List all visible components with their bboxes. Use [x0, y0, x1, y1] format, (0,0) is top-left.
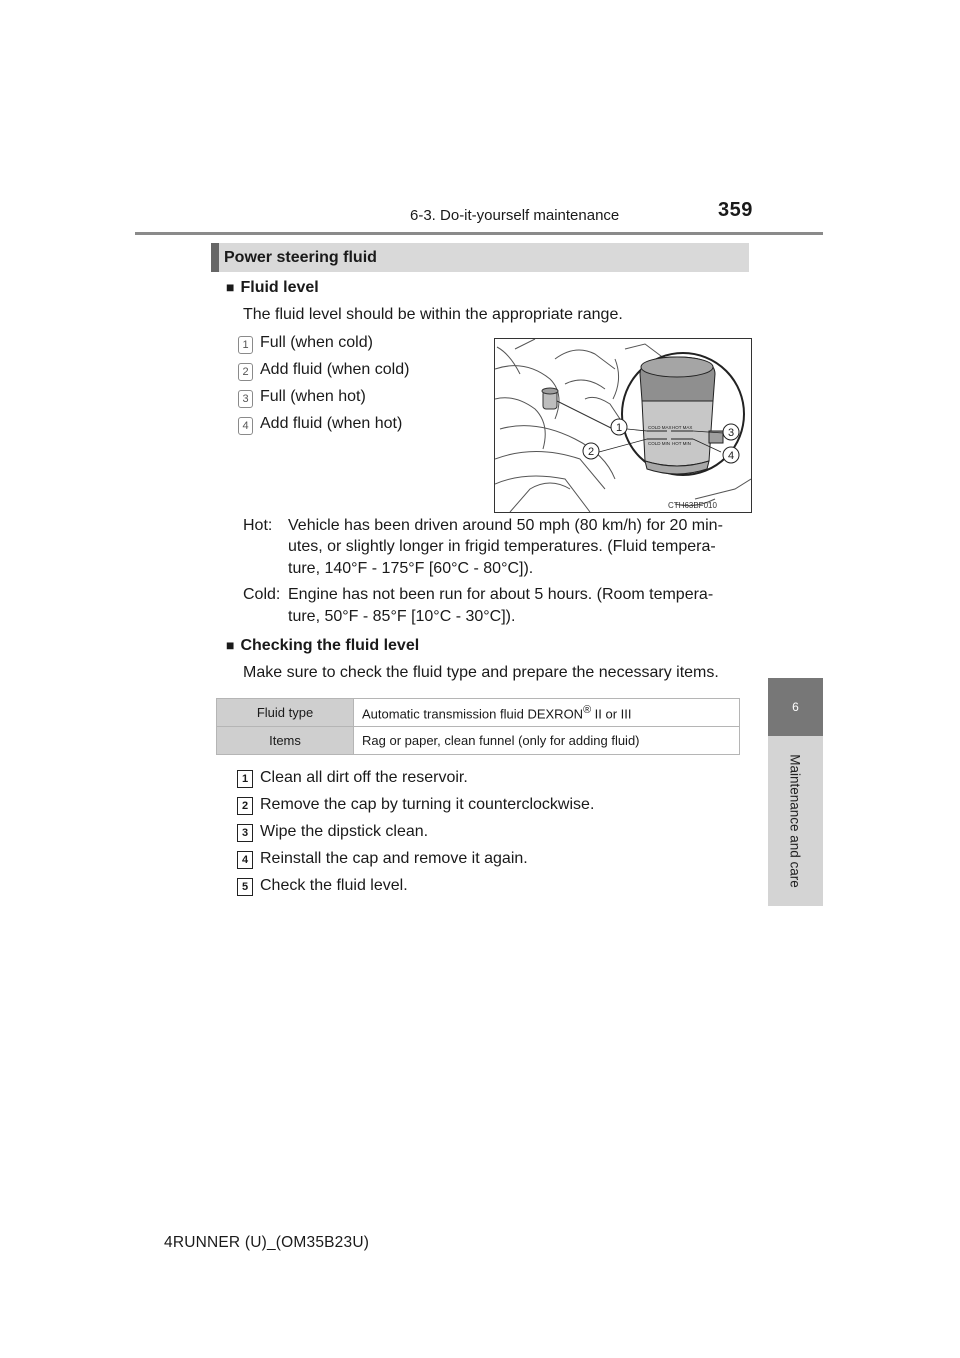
checking-heading-row	[226, 637, 419, 655]
table-label-items: Items	[217, 727, 354, 755]
table-value-items: Rag or paper, clean funnel (only for adding fluid)	[354, 727, 740, 755]
side-tab-number: 6	[792, 700, 799, 714]
svg-text:COLD MIN: COLD MIN	[648, 441, 671, 446]
hot-line-2: utes, or slightly longer in frigid temperatures. (Fluid tempera-	[288, 538, 716, 555]
fluid-level-intro: The fluid level should be within the appropriate range.	[243, 306, 623, 323]
hot-line-1: Vehicle has been driven around 50 mph (80 km/h) for 20 min-	[288, 517, 723, 534]
item-label-add-hot: Add fluid (when hot)	[260, 415, 403, 432]
cold-term: Cold:	[243, 586, 281, 603]
square-bullet-icon: ■	[226, 279, 235, 295]
checking-intro: Make sure to check the fluid type and prepare the necessary items.	[243, 664, 719, 681]
callout-3: 3	[727, 427, 735, 439]
header-section-title: 6-3. Do-it-yourself maintenance	[410, 207, 620, 224]
svg-text:COLD MAX: COLD MAX	[648, 425, 672, 430]
fluid-level-heading: Fluid level	[240, 279, 319, 296]
step-text-5: Check the fluid level.	[260, 877, 408, 894]
item-number-2: 2	[238, 363, 253, 381]
step-text-4: Reinstall the cap and remove it again.	[260, 850, 528, 867]
cold-line-2: ture, 50°F - 85°F [10°C - 30°C]).	[288, 608, 516, 625]
step-number-5: 5	[237, 878, 253, 896]
step-number-3: 3	[237, 824, 253, 842]
side-tab-label: Maintenance and care	[787, 754, 803, 888]
table-row	[217, 727, 740, 755]
hot-term: Hot:	[243, 517, 273, 534]
callout-1: 1	[615, 422, 623, 434]
checking-heading: Checking the fluid level	[240, 637, 420, 654]
step-number-2: 2	[237, 797, 253, 815]
cold-line-1: Engine has not been run for about 5 hours. (Room tempera-	[288, 586, 714, 603]
step-number-4: 4	[237, 851, 253, 869]
footer-model-code: 4RUNNER (U)_(OM35B23U)	[164, 1234, 370, 1251]
step-number-1: 1	[237, 770, 253, 788]
table-label-fluid-type: Fluid type	[217, 699, 354, 727]
hot-line-3: ture, 140°F - 175°F [60°C - 80°C]).	[288, 560, 534, 577]
fluid-level-heading-row	[226, 279, 319, 297]
item-label-full-hot: Full (when hot)	[260, 388, 366, 405]
item-label-full-cold: Full (when cold)	[260, 334, 373, 351]
reservoir-drawing	[495, 339, 751, 512]
header-rule	[135, 232, 823, 235]
callout-2: 2	[587, 446, 595, 458]
step-text-1: Clean all dirt off the reservoir.	[260, 769, 468, 786]
table-value-fluid-type: Automatic transmission fluid DEXRON® II or III	[354, 699, 740, 727]
item-label-add-cold: Add fluid (when cold)	[260, 361, 410, 378]
step-text-3: Wipe the dipstick clean.	[260, 823, 429, 840]
section-title: Power steering fluid	[224, 249, 377, 266]
section-title-marker	[211, 243, 219, 272]
item-number-1: 1	[238, 336, 253, 354]
table-row	[217, 699, 740, 727]
svg-text:HOT MIN: HOT MIN	[672, 441, 691, 446]
page-number: 359	[718, 199, 753, 221]
svg-text:HOT MAX: HOT MAX	[672, 425, 693, 430]
item-number-4: 4	[238, 417, 253, 435]
callout-4: 4	[727, 450, 735, 462]
illustration-code: CTH63BF010	[668, 501, 717, 510]
reservoir-illustration	[494, 338, 752, 513]
step-text-2: Remove the cap by turning it counterclockwise.	[260, 796, 595, 813]
fluid-spec-table	[216, 698, 740, 755]
item-number-3: 3	[238, 390, 253, 408]
square-bullet-icon: ■	[226, 637, 235, 653]
